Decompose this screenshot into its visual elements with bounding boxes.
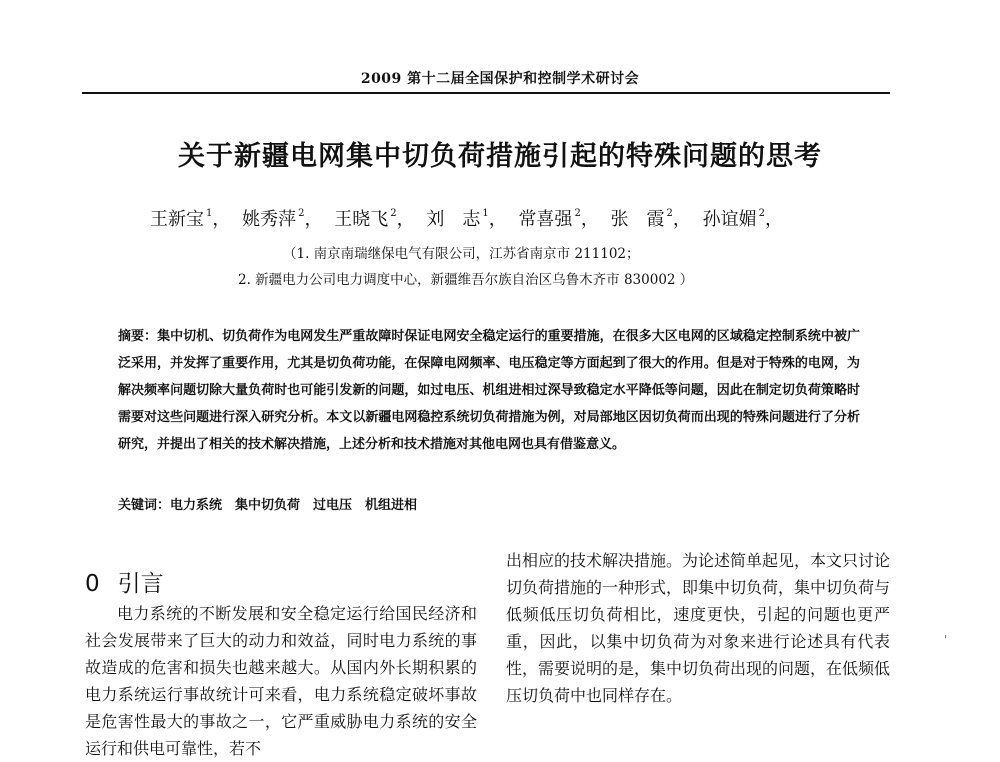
author: 孙谊媚 $^2$ — [702, 208, 766, 230]
author: 刘 志 $^1$ — [426, 208, 489, 230]
abstract — [118, 323, 860, 458]
author: 张 霞 $^2$ — [610, 208, 673, 230]
body-text-right-column: 出相应的技术解决措施。为论述简单起见，本文只讨论切负荷措施的一种形式，即集中切负荷，集中切负荷与低频低压切负荷相比，速度更快，引起的问题也更严重，因此，以集中切负荷为对象来进行论述具有代表性，需要说明的是，集中切负荷出现的问题，在低频低压切负荷中也同样存在。 — [506, 551, 891, 705]
author: 王新宝 $^1$ — [150, 208, 213, 230]
abstract-text: 集中切机、切负荷作为电网发生严重故障时保证电网安全稳定运行的重要措施，在很多大区电网的区域稳定控制系统中被广泛采用，并发挥了重要作用，尤其是切负荷功能，在保障电网频率、电压稳定等方面起到了很大的作用。但是对于特殊的电网，为解决频率问题切除大量负荷时也可能引发新的问题，如过电压、机组进相过深导致稳定水平降低等问题，因此在制定切负荷策略时需要对这些问题进行深入研究分析。本文以新疆电网稳控系统切负荷措施为例，对局部地区因切负荷而出现的特殊问题进行了分析研究，并提出了相关的技术解决措施，上述分析和技术措施对其他电网也具有借鉴意义。 — [118, 329, 860, 452]
body-text-left-column: 电力系统的不断发展和安全稳定运行给国民经济和社会发展带来了巨大的动力和效益，同时电力系统的事故造成的危害和损失也越来越大。从国内外长期积累的电力系统运行事故统计可来看，电力系统稳定破坏事故是危害性最大的事故之一，它严重威胁电力系统的安全运行和供电可靠性，若不 — [85, 604, 477, 758]
keywords — [118, 494, 417, 513]
affiliation-2: 2. 新疆电力公司电力调度中心，新疆维吾尔族自治区乌鲁木齐市 830002 ） — [238, 272, 694, 288]
keywords-label: 关键词： — [118, 498, 171, 513]
abstract-label: 摘要： — [118, 329, 158, 344]
keywords-text: 电力系统 集中切负荷 过电压 机组进相 — [170, 498, 418, 513]
paper-title: 关于新疆电网集中切负荷措施引起的特殊问题的思考 — [178, 141, 822, 172]
running-head: 2009 第十二届全国保护和控制学术研讨会 — [360, 71, 640, 87]
section-heading — [85, 565, 164, 598]
header-rule — [82, 92, 890, 94]
scan-mark: ' — [944, 633, 948, 647]
section-number: 0 — [85, 571, 100, 597]
author: 姚秀萍 $^2$ — [242, 208, 305, 230]
author: 常喜强 $^2$ — [518, 208, 581, 230]
author: 王晓飞 $^2$ — [334, 208, 397, 230]
affiliation-1: （1. 南京南瑞继保电气有限公司，江苏省南京市 211102； — [283, 246, 640, 262]
section-title: 引言 — [117, 571, 164, 597]
author-list: 王新宝 $^1$， 姚秀萍 $^2$， 王晓飞 $^2$， 刘 志 $^1$， 常喜强 $^2$， 张 霞 $^2$， 孙谊媚 $^2$， — [150, 208, 784, 230]
